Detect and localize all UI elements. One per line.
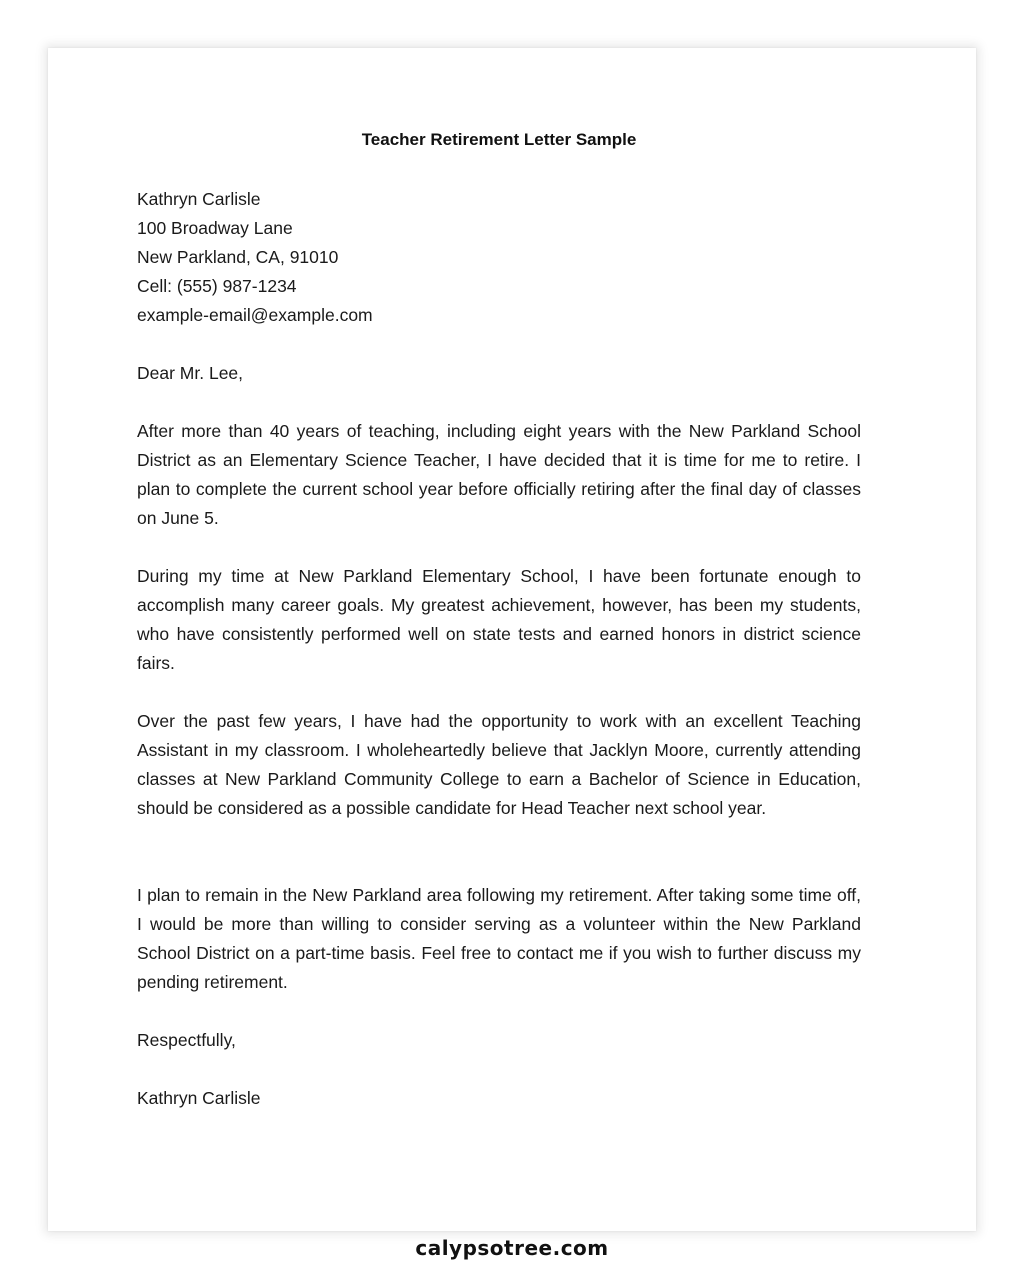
salutation: Dear Mr. Lee, (137, 363, 244, 383)
site-watermark: calypsotree.com (415, 1236, 609, 1260)
closing: Respectfully, (137, 1030, 236, 1050)
body-paragraph-4: I plan to remain in the New Parkland area following my retirement. After taking some time off, I would be more than willing to consider serving as a volunteer within the New Parkland School District on a part-time basis. Feel free to contact me if you wish to further discuss my pending retirement. (137, 885, 861, 992)
letter-title: Teacher Retirement Letter Sample (361, 130, 637, 149)
signature-name: Kathryn Carlisle (137, 1088, 261, 1108)
sender-street: 100 Broadway Lane (137, 218, 293, 238)
body-paragraph-1: After more than 40 years of teaching, including eight years with the New Parkland School District as an Elementary Science Teacher, I have decided that it is time for me to retire. I plan to complete the current school year before officially retiring after the final day of classes on June 5. (137, 421, 861, 528)
sender-city-line: New Parkland, CA, 91010 (137, 247, 339, 267)
body-paragraph-2: During my time at New Parkland Elementary School, I have been fortunate enough to accomplish many career goals. My greatest achievement, however, has been my students, who have consistently performed well on state tests and earned honors in district science fairs. (137, 566, 861, 673)
sender-address-block (137, 185, 373, 330)
letter-page (48, 48, 976, 1231)
sender-email: example-email@example.com (137, 305, 373, 325)
sender-phone: Cell: (555) 987-1234 (137, 276, 297, 296)
body-paragraph-3: Over the past few years, I have had the opportunity to work with an excellent Teaching Assistant in my classroom. I wholeheartedly believe that Jacklyn Moore, currently attending classes at New Parkland Community College to earn a Bachelor of Science in Education, should be considered as a possible candidate for Head Teacher next school year. (137, 711, 861, 818)
sender-name: Kathryn Carlisle (137, 189, 261, 209)
